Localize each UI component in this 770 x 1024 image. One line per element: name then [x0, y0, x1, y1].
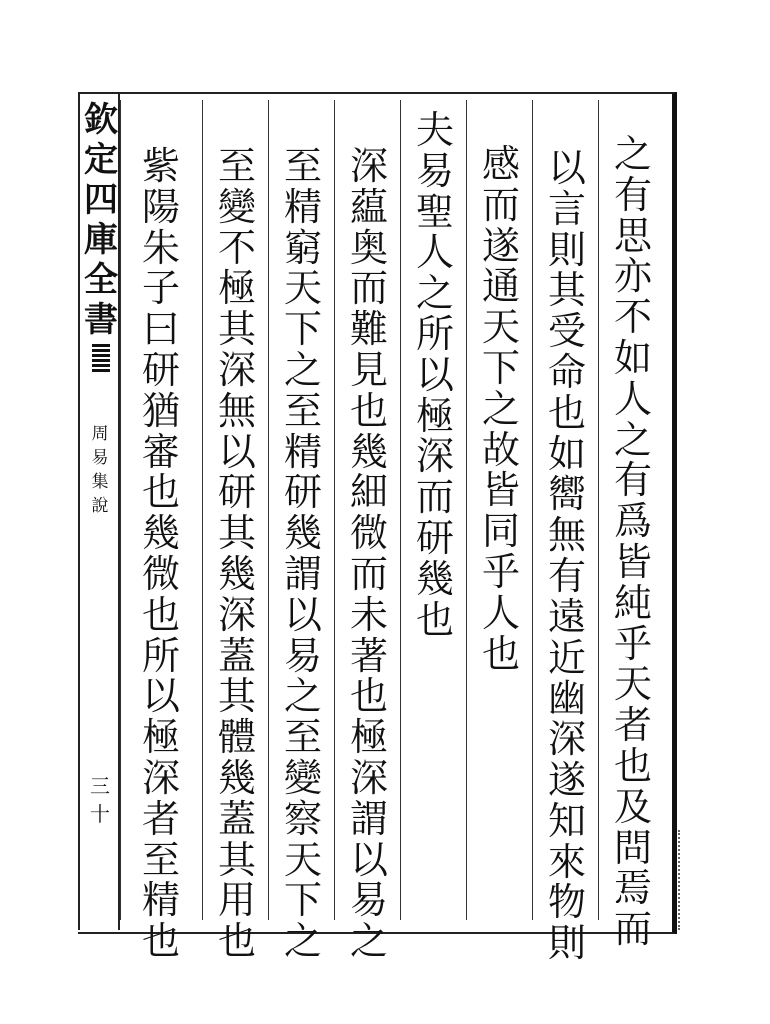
column-text: 感而遂通天下之故皆同乎人也	[481, 142, 520, 676]
page-number: 三十	[90, 774, 110, 826]
text-column-1	[598, 100, 664, 952]
text-column-5	[334, 100, 400, 964]
text-column-4	[400, 100, 466, 920]
book-title: 欽定四庫全書	[84, 100, 118, 340]
text-column-8	[120, 100, 202, 964]
column-text: 至變不極其深無以研其幾深蓋其體幾蓋其用也	[217, 144, 256, 964]
section-title: 周易集說	[91, 424, 109, 516]
binding-edge	[678, 830, 690, 930]
column-text: 以言則其受命也如嚮無有遠近幽深遂知來物則	[547, 146, 586, 966]
column-text: 至精窮天下之至精研幾謂以易之至變察天下之	[283, 144, 322, 964]
margin-strip	[78, 92, 120, 930]
column-text: 紫陽朱子曰研猶審也幾微也所以極深者至精也	[141, 144, 180, 964]
column-text: 之有思亦不如人之有爲皆純乎天者也及問焉而	[613, 132, 652, 952]
fishtail-mark	[92, 342, 110, 372]
column-text: 夫易聖人之所以極深而研幾也	[415, 108, 454, 642]
column-text: 深藴奥而難見也幾細微而未著也極深謂以易之	[349, 144, 388, 964]
text-column-2	[532, 100, 598, 966]
text-column-3	[466, 100, 532, 920]
text-column-6	[268, 100, 334, 964]
text-column-7	[202, 100, 268, 964]
